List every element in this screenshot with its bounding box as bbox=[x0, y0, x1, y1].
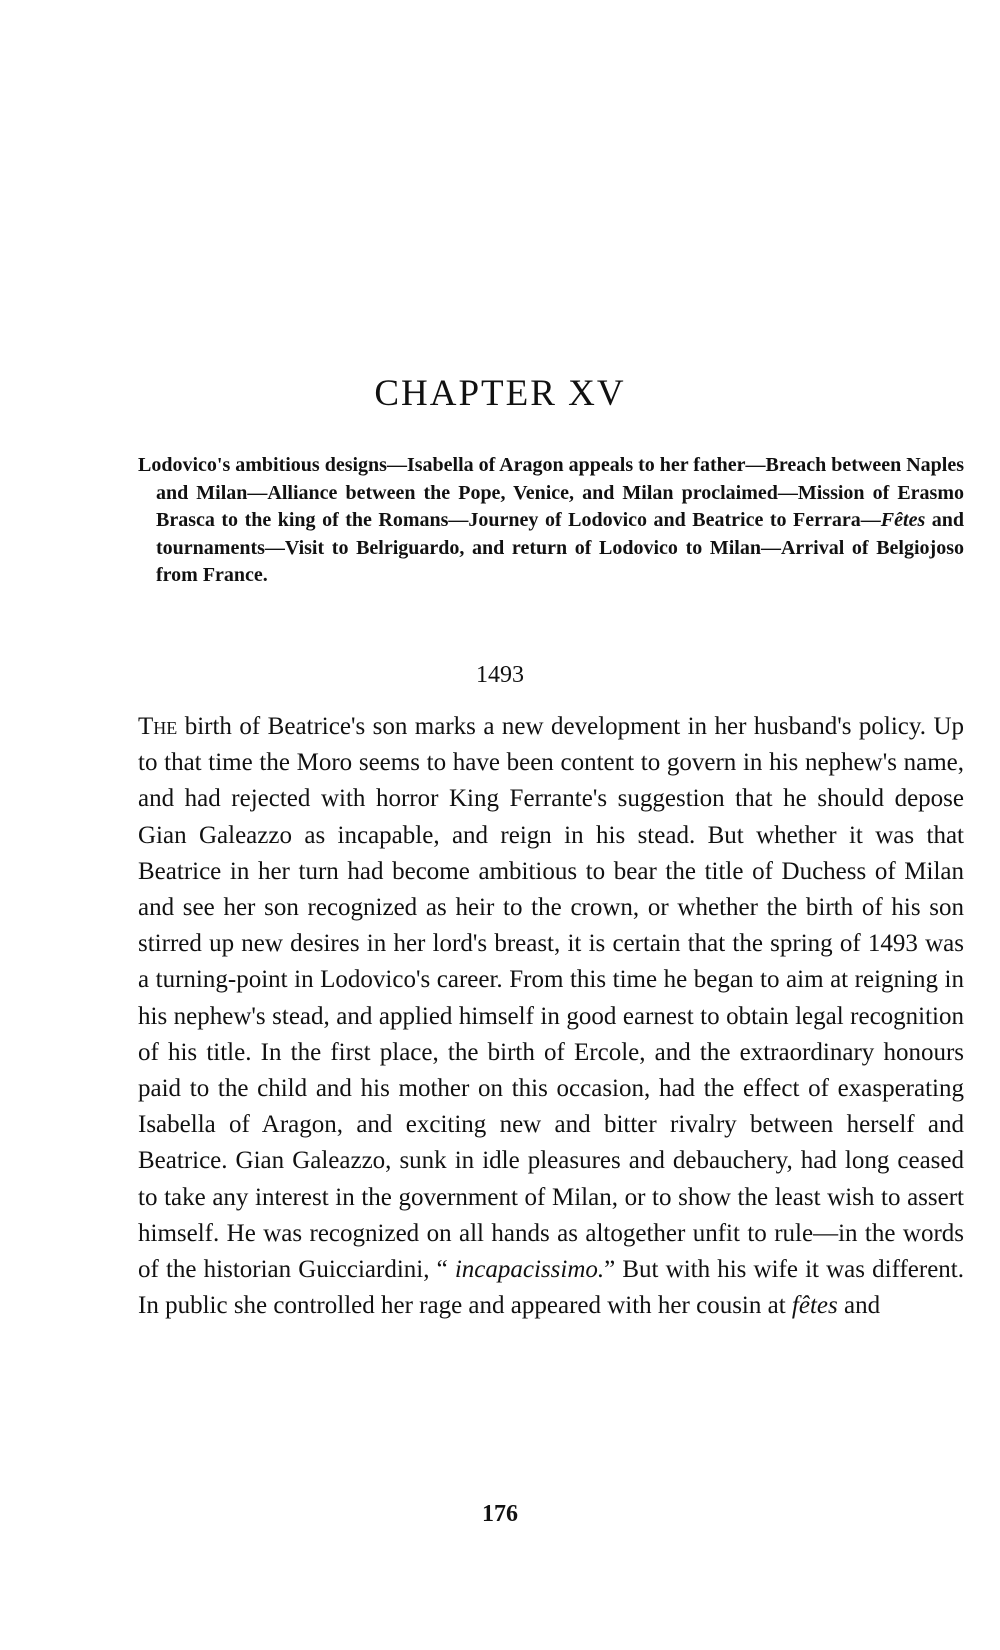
synopsis-italic-fetes: Fêtes bbox=[880, 509, 926, 531]
body-text-part1: birth of Beatrice's son marks a new development in her husband's policy. Up to that time the Moro seems to have been content to govern in his nephew's name, and had rejected with horror King Ferrante's suggestion that he should depose Gian Galeazzo as incapable, and reign in his stead. But whether it was that Beatrice in her turn had become ambitious to bear the title of Duchess of Milan and see her son recognized as heir to the crown, or whether the birth of his son stirred up new desires in her lord's breast, it is certain that the spring of 1493 was a turning-point in Lodovico's career. From this time he began to aim at reigning in his nephew's stead, and applied himself in good earnest to obtain legal recognition of his title. In the first place, the birth of Ercole, and the extraordinary honours paid to the child and his mother on this occasion, had the effect of exasperating Isabella of Aragon, and exciting new and bitter rivalry between herself and Beatrice. Gian Galeazzo, sunk in idle pleasures and debauchery, had long ceased to take any interest in the government of Milan, or to show the least wish to assert himself. He was recognized on all hands as altogether unfit to rule—in the words of the historian Guicciardini, “ bbox=[138, 713, 964, 1284]
chapter-title: CHAPTER XV bbox=[374, 373, 626, 414]
chapter-year: 1493 bbox=[476, 662, 524, 688]
chapter-synopsis bbox=[138, 452, 964, 590]
body-text-part2: ” But with his wife it was different. In public she controlled her rage and appeared with her cousin at bbox=[138, 1256, 964, 1320]
lead-word: The bbox=[138, 713, 178, 740]
body-italic-incapacissimo: incapacissimo. bbox=[454, 1256, 605, 1284]
synopsis-text-part1: Lodovico's ambitious designs—Isabella of Aragon appeals to her father—Breach between Naples and Milan—Alliance between the Pope, Venice, and Milan proclaimed—Mission of Erasmo Brasca to the king of the Romans—Journey of Lodovico and Beatrice to Ferrara— bbox=[138, 454, 964, 531]
body-text-part3: and bbox=[837, 1292, 881, 1320]
synopsis-text-part3: and tournaments—Visit to Belriguardo, and return of Lodovico to Milan—Arrival of Belgiojoso from France. bbox=[156, 509, 964, 586]
body-italic-fetes: fêtes bbox=[791, 1292, 838, 1320]
body-paragraph bbox=[138, 709, 964, 1324]
page-number: 176 bbox=[482, 1501, 518, 1527]
